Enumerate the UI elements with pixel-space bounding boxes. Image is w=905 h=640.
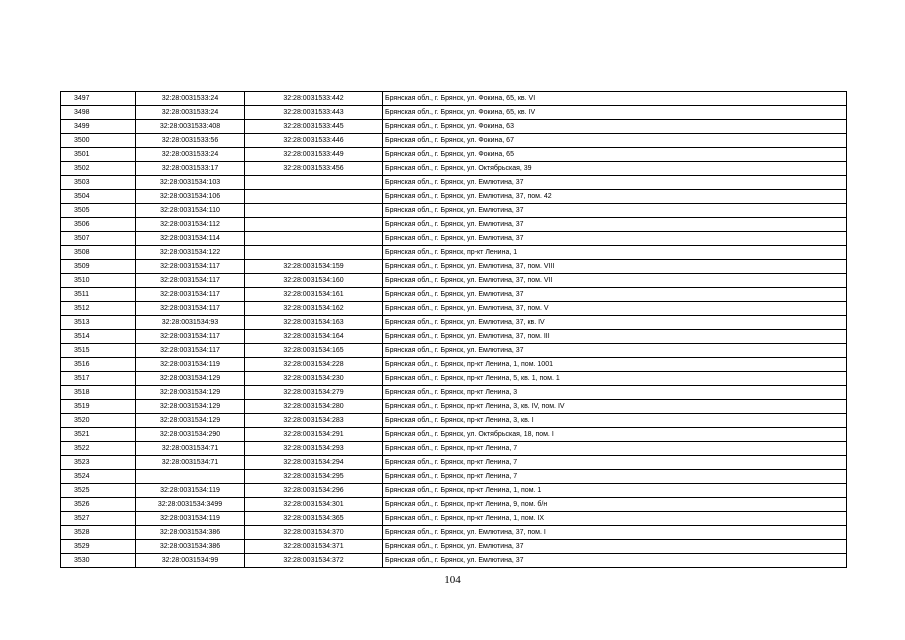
table-row (61, 358, 847, 372)
table-row (61, 554, 847, 568)
parcel-cadastral-number-cell: 32:28:0031533:24 (136, 148, 245, 162)
row-number-cell: 3500 (61, 134, 136, 148)
object-cadastral-number-cell: 32:28:0031534:280 (245, 400, 383, 414)
parcel-cadastral-number-cell: 32:28:0031534:99 (136, 554, 245, 568)
parcel-cadastral-number-cell: 32:28:0031534:129 (136, 414, 245, 428)
table-row (61, 344, 847, 358)
object-cadastral-number-cell: 32:28:0031533:449 (245, 148, 383, 162)
object-cadastral-number-cell: 32:28:0031534:372 (245, 554, 383, 568)
row-number-cell: 3501 (61, 148, 136, 162)
parcel-cadastral-number-cell: 32:28:0031533:24 (136, 106, 245, 120)
parcel-cadastral-number-cell: 32:28:0031533:24 (136, 92, 245, 106)
parcel-cadastral-number-cell: 32:28:0031534:71 (136, 442, 245, 456)
parcel-cadastral-number-cell: 32:28:0031534:117 (136, 344, 245, 358)
row-number-cell: 3507 (61, 232, 136, 246)
parcel-cadastral-number-cell: 32:28:0031534:110 (136, 204, 245, 218)
table-row (61, 456, 847, 470)
row-number-cell: 3525 (61, 484, 136, 498)
object-cadastral-number-cell: 32:28:0031534:301 (245, 498, 383, 512)
object-cadastral-number-cell: 32:28:0031533:442 (245, 92, 383, 106)
table-row (61, 526, 847, 540)
address-cell: Брянская обл., г. Брянск, пр-кт Ленина, 9, пом. б/н (383, 498, 847, 512)
object-cadastral-number-cell (245, 190, 383, 204)
parcel-cadastral-number-cell: 32:28:0031534:117 (136, 302, 245, 316)
object-cadastral-number-cell: 32:28:0031533:443 (245, 106, 383, 120)
address-cell: Брянская обл., г. Брянск, ул. Емлютина, 37 (383, 540, 847, 554)
object-cadastral-number-cell: 32:28:0031534:296 (245, 484, 383, 498)
parcel-cadastral-number-cell: 32:28:0031534:71 (136, 456, 245, 470)
object-cadastral-number-cell: 32:28:0031534:165 (245, 344, 383, 358)
table-row (61, 204, 847, 218)
parcel-cadastral-number-cell: 32:28:0031534:119 (136, 512, 245, 526)
table-row (61, 134, 847, 148)
row-number-cell: 3529 (61, 540, 136, 554)
address-cell: Брянская обл., г. Брянск, пр-кт Ленина, 7 (383, 470, 847, 484)
page-number: 104 (444, 574, 461, 586)
parcel-cadastral-number-cell: 32:28:0031534:106 (136, 190, 245, 204)
address-cell: Брянская обл., г. Брянск, ул. Емлютина, 37, пом. VIII (383, 260, 847, 274)
address-cell: Брянская обл., г. Брянск, ул. Фокина, 63 (383, 120, 847, 134)
object-cadastral-number-cell: 32:28:0031534:164 (245, 330, 383, 344)
row-number-cell: 3497 (61, 92, 136, 106)
table-row (61, 148, 847, 162)
table-row (61, 120, 847, 134)
address-cell: Брянская обл., г. Брянск, ул. Фокина, 65 (383, 148, 847, 162)
address-cell: Брянская обл., г. Брянск, пр-кт Ленина, 7 (383, 456, 847, 470)
row-number-cell: 3509 (61, 260, 136, 274)
table-row (61, 540, 847, 554)
address-cell: Брянская обл., г. Брянск, ул. Емлютина, 37, пом. III (383, 330, 847, 344)
address-cell: Брянская обл., г. Брянск, ул. Емлютина, 37, пом. VII (383, 274, 847, 288)
table-row (61, 274, 847, 288)
object-cadastral-number-cell (245, 246, 383, 260)
parcel-cadastral-number-cell: 32:28:0031533:56 (136, 134, 245, 148)
table-row (61, 414, 847, 428)
address-cell: Брянская обл., г. Брянск, ул. Емлютина, 37, пом. I (383, 526, 847, 540)
parcel-cadastral-number-cell: 32:28:0031534:112 (136, 218, 245, 232)
object-cadastral-number-cell: 32:28:0031534:371 (245, 540, 383, 554)
object-cadastral-number-cell: 32:28:0031534:161 (245, 288, 383, 302)
parcel-cadastral-number-cell: 32:28:0031533:17 (136, 162, 245, 176)
address-cell: Брянская обл., г. Брянск, пр-кт Ленина, 1, пом. IX (383, 512, 847, 526)
address-cell: Брянская обл., г. Брянск, ул. Фокина, 67 (383, 134, 847, 148)
row-number-cell: 3528 (61, 526, 136, 540)
row-number-cell: 3526 (61, 498, 136, 512)
parcel-cadastral-number-cell: 32:28:0031534:119 (136, 484, 245, 498)
table-row (61, 400, 847, 414)
row-number-cell: 3517 (61, 372, 136, 386)
table-row (61, 372, 847, 386)
address-cell: Брянская обл., г. Брянск, ул. Емлютина, 37 (383, 554, 847, 568)
object-cadastral-number-cell: 32:28:0031534:228 (245, 358, 383, 372)
parcel-cadastral-number-cell: 32:28:0031533:408 (136, 120, 245, 134)
parcel-cadastral-number-cell: 32:28:0031534:386 (136, 540, 245, 554)
object-cadastral-number-cell: 32:28:0031534:294 (245, 456, 383, 470)
parcel-cadastral-number-cell: 32:28:0031534:122 (136, 246, 245, 260)
address-cell: Брянская обл., г. Брянск, ул. Фокина, 65, кв. VI (383, 92, 847, 106)
row-number-cell: 3510 (61, 274, 136, 288)
row-number-cell: 3524 (61, 470, 136, 484)
row-number-cell: 3511 (61, 288, 136, 302)
row-number-cell: 3505 (61, 204, 136, 218)
table-body (61, 92, 847, 568)
address-cell: Брянская обл., г. Брянск, ул. Емлютина, 37 (383, 176, 847, 190)
row-number-cell: 3506 (61, 218, 136, 232)
object-cadastral-number-cell: 32:28:0031534:163 (245, 316, 383, 330)
parcel-cadastral-number-cell: 32:28:0031534:290 (136, 428, 245, 442)
table-row (61, 428, 847, 442)
object-cadastral-number-cell: 32:28:0031533:445 (245, 120, 383, 134)
parcel-cadastral-number-cell: 32:28:0031534:129 (136, 372, 245, 386)
row-number-cell: 3523 (61, 456, 136, 470)
address-cell: Брянская обл., г. Брянск, ул. Емлютина, 37 (383, 218, 847, 232)
table-row (61, 218, 847, 232)
table-row (61, 162, 847, 176)
row-number-cell: 3502 (61, 162, 136, 176)
table-row (61, 330, 847, 344)
address-cell: Брянская обл., г. Брянск, ул. Емлютина, 37, пом. 42 (383, 190, 847, 204)
row-number-cell: 3527 (61, 512, 136, 526)
object-cadastral-number-cell: 32:28:0031534:293 (245, 442, 383, 456)
table-row (61, 484, 847, 498)
object-cadastral-number-cell: 32:28:0031534:295 (245, 470, 383, 484)
row-number-cell: 3512 (61, 302, 136, 316)
table-row (61, 106, 847, 120)
parcel-cadastral-number-cell: 32:28:0031534:117 (136, 288, 245, 302)
object-cadastral-number-cell (245, 204, 383, 218)
table-row (61, 302, 847, 316)
table-row (61, 498, 847, 512)
table-row (61, 246, 847, 260)
row-number-cell: 3514 (61, 330, 136, 344)
row-number-cell: 3499 (61, 120, 136, 134)
object-cadastral-number-cell: 32:28:0031534:160 (245, 274, 383, 288)
object-cadastral-number-cell (245, 232, 383, 246)
row-number-cell: 3503 (61, 176, 136, 190)
table-row (61, 288, 847, 302)
address-cell: Брянская обл., г. Брянск, пр-кт Ленина, 1, пом. 1001 (383, 358, 847, 372)
object-cadastral-number-cell: 32:28:0031534:283 (245, 414, 383, 428)
row-number-cell: 3518 (61, 386, 136, 400)
address-cell: Брянская обл., г. Брянск, ул. Фокина, 65, кв. IV (383, 106, 847, 120)
address-cell: Брянская обл., г. Брянск, ул. Емлютина, 37, кв. IV (383, 316, 847, 330)
row-number-cell: 3530 (61, 554, 136, 568)
object-cadastral-number-cell (245, 176, 383, 190)
object-cadastral-number-cell: 32:28:0031533:456 (245, 162, 383, 176)
address-cell: Брянская обл., г. Брянск, пр-кт Ленина, 7 (383, 442, 847, 456)
address-cell: Брянская обл., г. Брянск, пр-кт Ленина, 3, кв. IV, пом. IV (383, 400, 847, 414)
parcel-cadastral-number-cell: 32:28:0031534:386 (136, 526, 245, 540)
parcel-cadastral-number-cell: 32:28:0031534:3499 (136, 498, 245, 512)
address-cell: Брянская обл., г. Брянск, ул. Октябрьская, 39 (383, 162, 847, 176)
row-number-cell: 3498 (61, 106, 136, 120)
row-number-cell: 3520 (61, 414, 136, 428)
row-number-cell: 3521 (61, 428, 136, 442)
object-cadastral-number-cell: 32:28:0031534:370 (245, 526, 383, 540)
address-cell: Брянская обл., г. Брянск, ул. Емлютина, 37 (383, 232, 847, 246)
object-cadastral-number-cell: 32:28:0031533:446 (245, 134, 383, 148)
table-row (61, 176, 847, 190)
table-row (61, 190, 847, 204)
table-row (61, 386, 847, 400)
object-cadastral-number-cell: 32:28:0031534:159 (245, 260, 383, 274)
address-cell: Брянская обл., г. Брянск, ул. Емлютина, 37 (383, 204, 847, 218)
table-row (61, 232, 847, 246)
address-cell: Брянская обл., г. Брянск, ул. Емлютина, 37 (383, 344, 847, 358)
row-number-cell: 3519 (61, 400, 136, 414)
object-cadastral-number-cell: 32:28:0031534:162 (245, 302, 383, 316)
row-number-cell: 3513 (61, 316, 136, 330)
object-cadastral-number-cell: 32:28:0031534:279 (245, 386, 383, 400)
address-cell: Брянская обл., г. Брянск, пр-кт Ленина, 1, пом. 1 (383, 484, 847, 498)
address-cell: Брянская обл., г. Брянск, пр-кт Ленина, 1 (383, 246, 847, 260)
row-number-cell: 3522 (61, 442, 136, 456)
parcel-cadastral-number-cell: 32:28:0031534:119 (136, 358, 245, 372)
row-number-cell: 3515 (61, 344, 136, 358)
parcel-cadastral-number-cell: 32:28:0031534:129 (136, 400, 245, 414)
table-row (61, 260, 847, 274)
address-cell: Брянская обл., г. Брянск, ул. Емлютина, 37 (383, 288, 847, 302)
table-row (61, 316, 847, 330)
address-cell: Брянская обл., г. Брянск, ул. Емлютина, 37, пом. V (383, 302, 847, 316)
table-row (61, 470, 847, 484)
address-cell: Брянская обл., г. Брянск, ул. Октябрьская, 18, пом. I (383, 428, 847, 442)
parcel-cadastral-number-cell (136, 470, 245, 484)
object-cadastral-number-cell: 32:28:0031534:365 (245, 512, 383, 526)
row-number-cell: 3516 (61, 358, 136, 372)
table-row (61, 512, 847, 526)
parcel-cadastral-number-cell: 32:28:0031534:117 (136, 330, 245, 344)
address-cell: Брянская обл., г. Брянск, пр-кт Ленина, 3, кв. I (383, 414, 847, 428)
data-table (60, 91, 847, 568)
address-cell: Брянская обл., г. Брянск, пр-кт Ленина, 3 (383, 386, 847, 400)
parcel-cadastral-number-cell: 32:28:0031534:93 (136, 316, 245, 330)
object-cadastral-number-cell: 32:28:0031534:230 (245, 372, 383, 386)
row-number-cell: 3504 (61, 190, 136, 204)
parcel-cadastral-number-cell: 32:28:0031534:117 (136, 260, 245, 274)
table-row (61, 442, 847, 456)
object-cadastral-number-cell (245, 218, 383, 232)
parcel-cadastral-number-cell: 32:28:0031534:114 (136, 232, 245, 246)
address-cell: Брянская обл., г. Брянск, пр-кт Ленина, 5, кв. 1, пом. 1 (383, 372, 847, 386)
table-row (61, 92, 847, 106)
row-number-cell: 3508 (61, 246, 136, 260)
object-cadastral-number-cell: 32:28:0031534:291 (245, 428, 383, 442)
parcel-cadastral-number-cell: 32:28:0031534:103 (136, 176, 245, 190)
parcel-cadastral-number-cell: 32:28:0031534:129 (136, 386, 245, 400)
parcel-cadastral-number-cell: 32:28:0031534:117 (136, 274, 245, 288)
